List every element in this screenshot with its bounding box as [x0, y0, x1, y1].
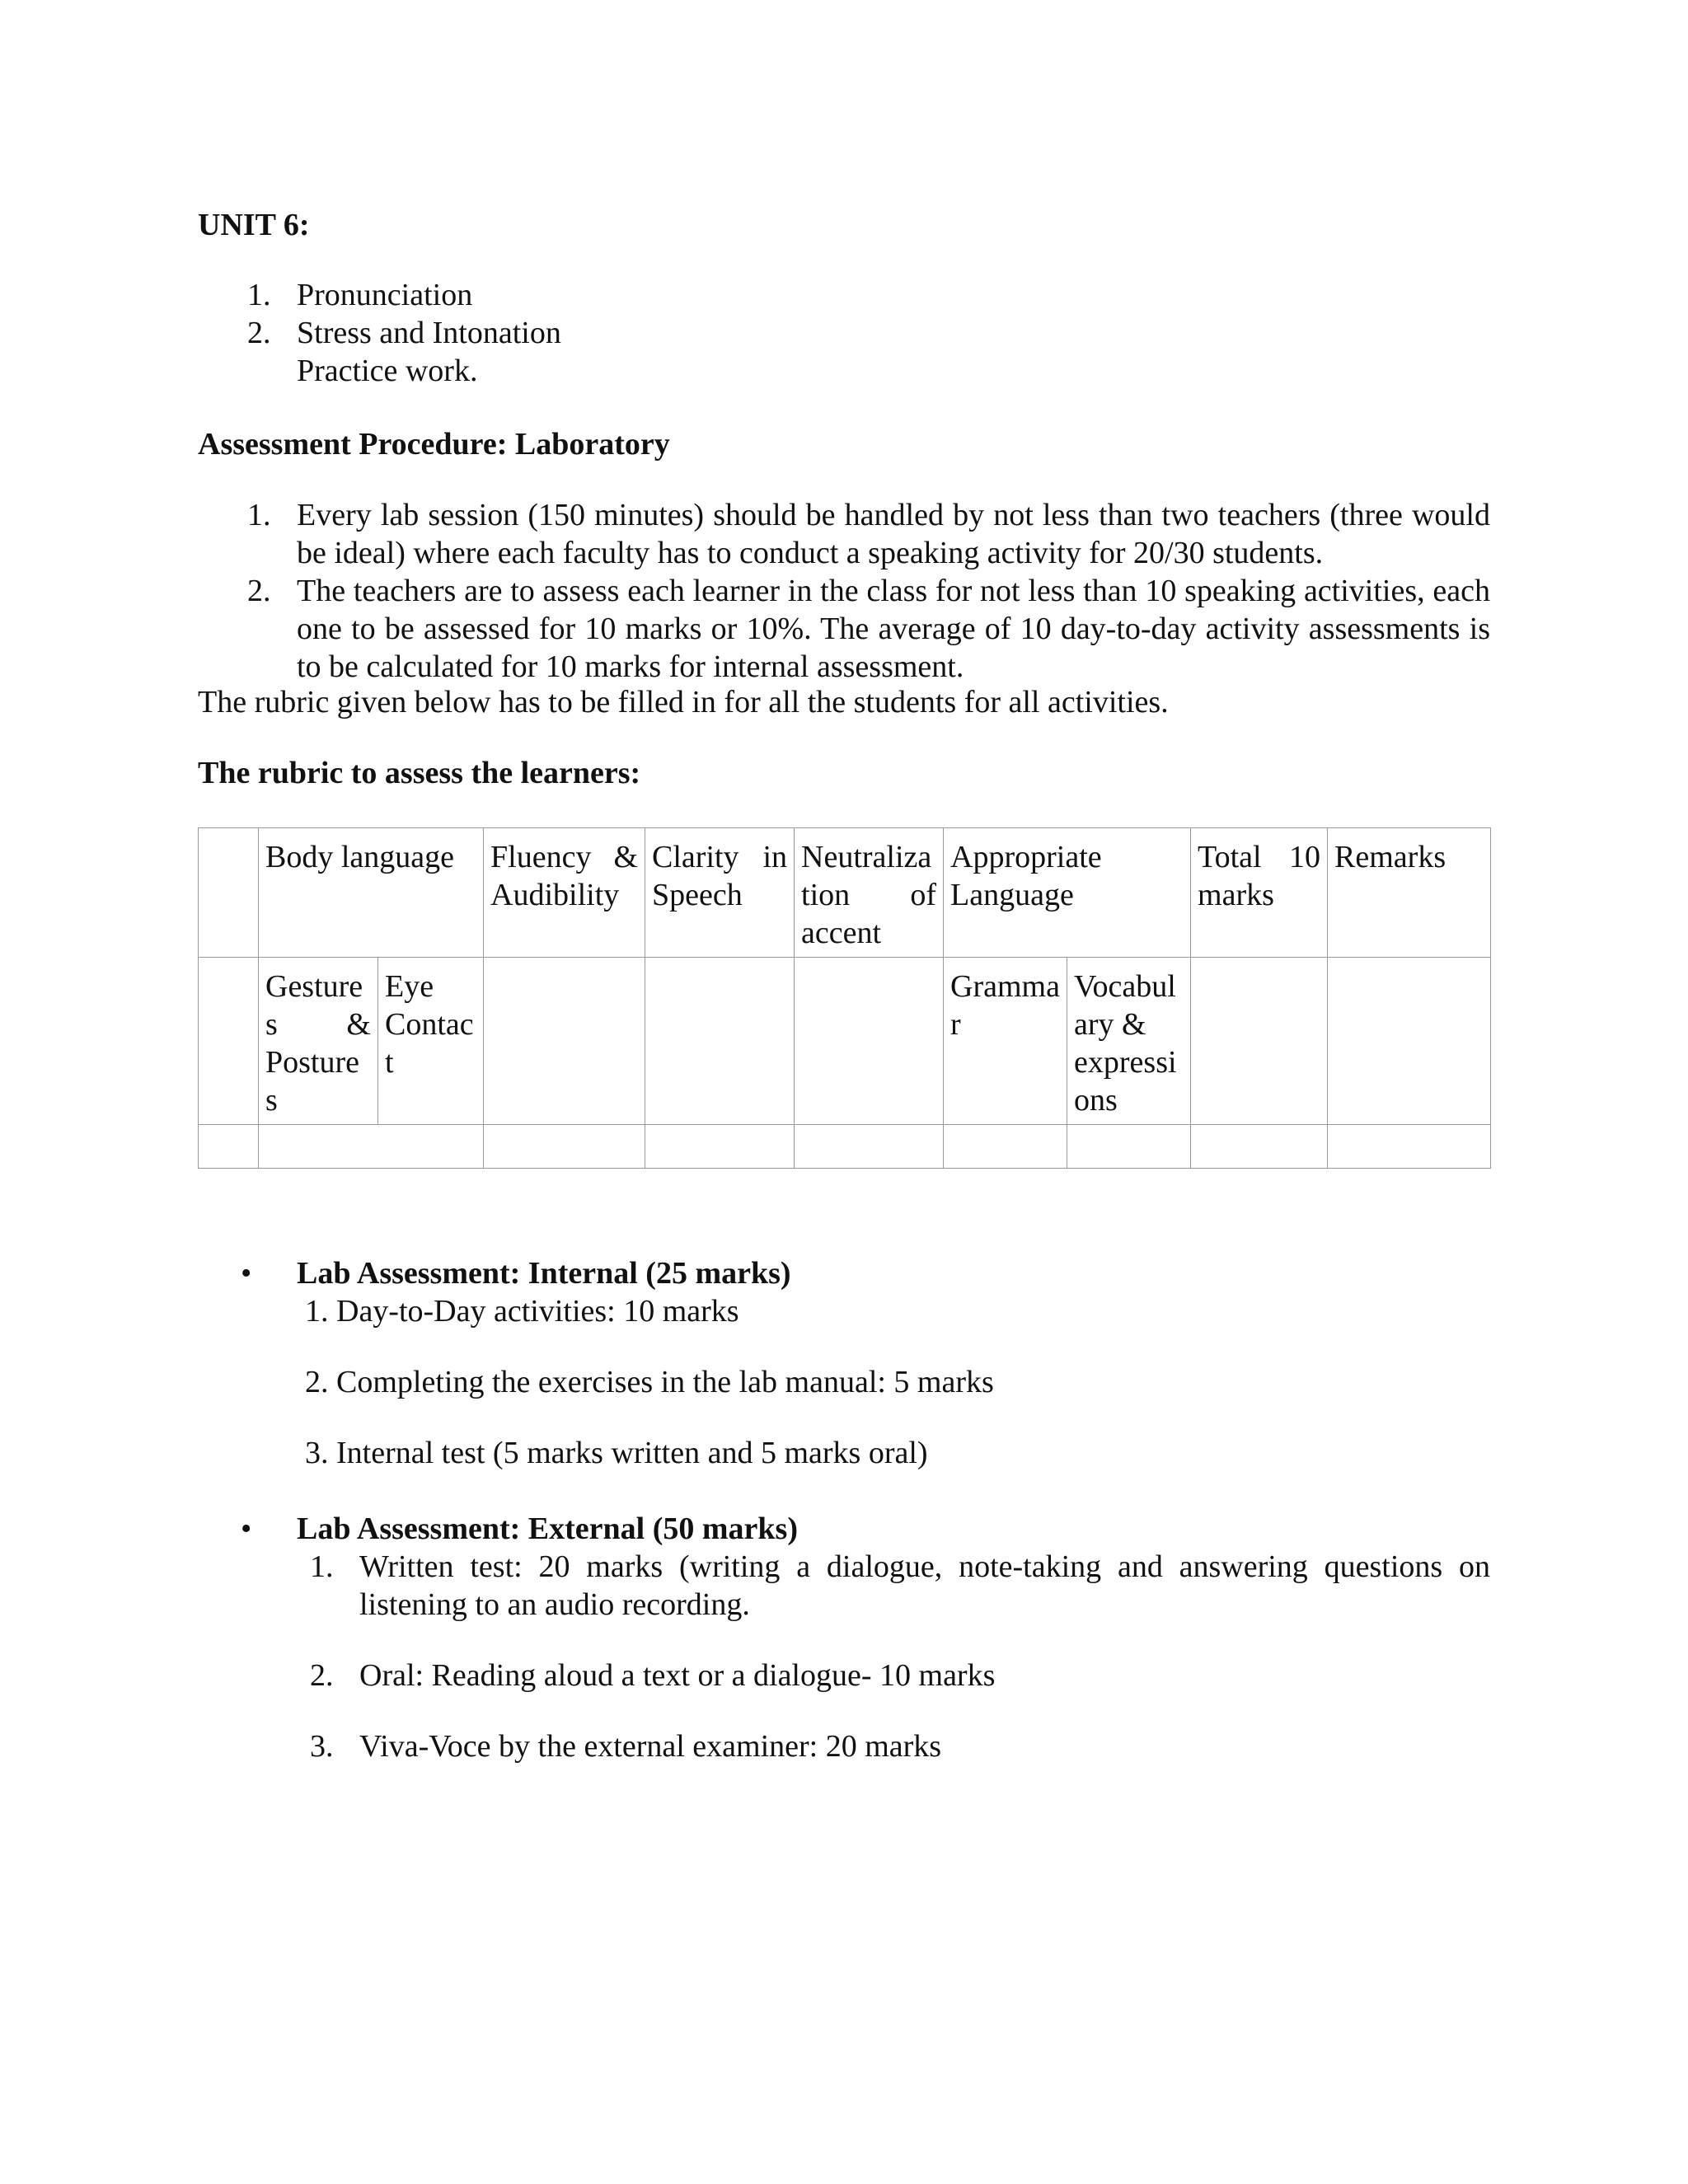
header-appropriate-language: Appropriate Language [944, 828, 1191, 958]
list-item-text: Viva-Voce by the external examiner: 20 marks [359, 1729, 942, 1764]
list-item [198, 314, 561, 352]
subheader-vocabulary: Vocabulary & expressions [1067, 958, 1191, 1125]
header-neutralization: Neutralization of accent [795, 828, 944, 958]
unit-topic-list [198, 276, 561, 390]
table-cell [484, 1125, 645, 1169]
table-cell [795, 1125, 944, 1169]
table-row [199, 828, 1491, 958]
table-cell [1328, 958, 1491, 1125]
assessment-procedure-list [198, 496, 1490, 686]
header-body-language: Body language [259, 828, 484, 958]
list-item-text: Oral: Reading aloud a text or a dialogue- 10 marks [359, 1658, 996, 1693]
list-number: 2. [247, 316, 271, 350]
header-total: Total 10 marks [1191, 828, 1328, 958]
rubric-title: The rubric to assess the learners: [198, 756, 641, 790]
rubric-table-wrapper [198, 827, 1491, 1169]
table-cell [944, 1125, 1067, 1169]
list-number: 1. [310, 1549, 334, 1584]
bullet-icon: • [241, 1256, 252, 1291]
table-cell [1191, 1125, 1328, 1169]
table-cell [645, 958, 795, 1125]
header-fluency: Fluency & Audibility [484, 828, 645, 958]
list-item-text: Every lab session (150 minutes) should be handled by not less than two teachers (three would be ideal) where each faculty has to conduct a speaking activity for 20/30 students. [297, 498, 1490, 570]
header-remarks: Remarks [1328, 828, 1491, 958]
table-cell [199, 828, 259, 958]
list-item [198, 276, 561, 314]
list-item [198, 1727, 1490, 1765]
internal-assessment-heading [198, 1254, 1490, 1292]
list-item-text: Written test: 20 marks (writing a dialogue, note-taking and answering questions on listening to an audio recording. [359, 1549, 1490, 1622]
table-cell [795, 958, 944, 1125]
practice-work-text: Practice work. [297, 354, 478, 388]
unit-title: UNIT 6: [198, 208, 310, 242]
table-cell [1067, 1125, 1191, 1169]
list-item [198, 572, 1490, 686]
assessment-title: Assessment Procedure: Laboratory [198, 427, 670, 462]
list-number: 2. [310, 1658, 334, 1693]
subheader-grammar: Grammar [944, 958, 1067, 1125]
rubric-table [198, 827, 1491, 1169]
subheader-eye-contact: Eye Contact [378, 958, 484, 1125]
table-cell [484, 958, 645, 1125]
list-item [198, 1548, 1490, 1624]
list-item-text: Stress and Intonation [297, 316, 561, 350]
header-clarity: Clarity in Speech [645, 828, 795, 958]
list-item-text: The teachers are to assess each learner in the class for not less than 10 speaking activities, each one to be assessed for 10 marks or 10%. The average of 10 day-to-day activity assessments is to be calculated for 10 marks for internal assessment. [297, 574, 1490, 684]
list-item [198, 496, 1490, 572]
external-assessment-section [198, 1510, 1490, 1765]
external-assessment-title: Lab Assessment: External (50 marks) [297, 1511, 798, 1546]
external-assessment-heading [198, 1510, 1490, 1548]
list-number: 1. [247, 278, 271, 312]
list-item [198, 1657, 1490, 1694]
table-cell [199, 958, 259, 1125]
bullet-icon: • [241, 1511, 252, 1546]
table-row [199, 1125, 1491, 1169]
list-number: 1. [247, 498, 271, 532]
list-number: 3. [310, 1729, 334, 1764]
list-item: 3. Internal test (5 marks written and 5 marks oral) [305, 1436, 928, 1470]
list-item: 2. Completing the exercises in the lab manual: 5 marks [305, 1365, 994, 1399]
table-cell [1328, 1125, 1491, 1169]
table-row [199, 958, 1491, 1125]
table-cell [645, 1125, 795, 1169]
list-number: 2. [247, 574, 271, 608]
subheader-gestures: Gestures & Postures [259, 958, 378, 1125]
internal-assessment-section [198, 1254, 1490, 1472]
table-cell [199, 1125, 259, 1169]
table-cell [1191, 958, 1328, 1125]
list-item: 1. Day-to-Day activities: 10 marks [305, 1294, 739, 1329]
rubric-note: The rubric given below has to be filled in for all the students for all activities. [198, 685, 1169, 719]
table-cell [259, 1125, 484, 1169]
list-item-text: Pronunciation [297, 278, 473, 312]
internal-assessment-title: Lab Assessment: Internal (25 marks) [297, 1256, 791, 1291]
